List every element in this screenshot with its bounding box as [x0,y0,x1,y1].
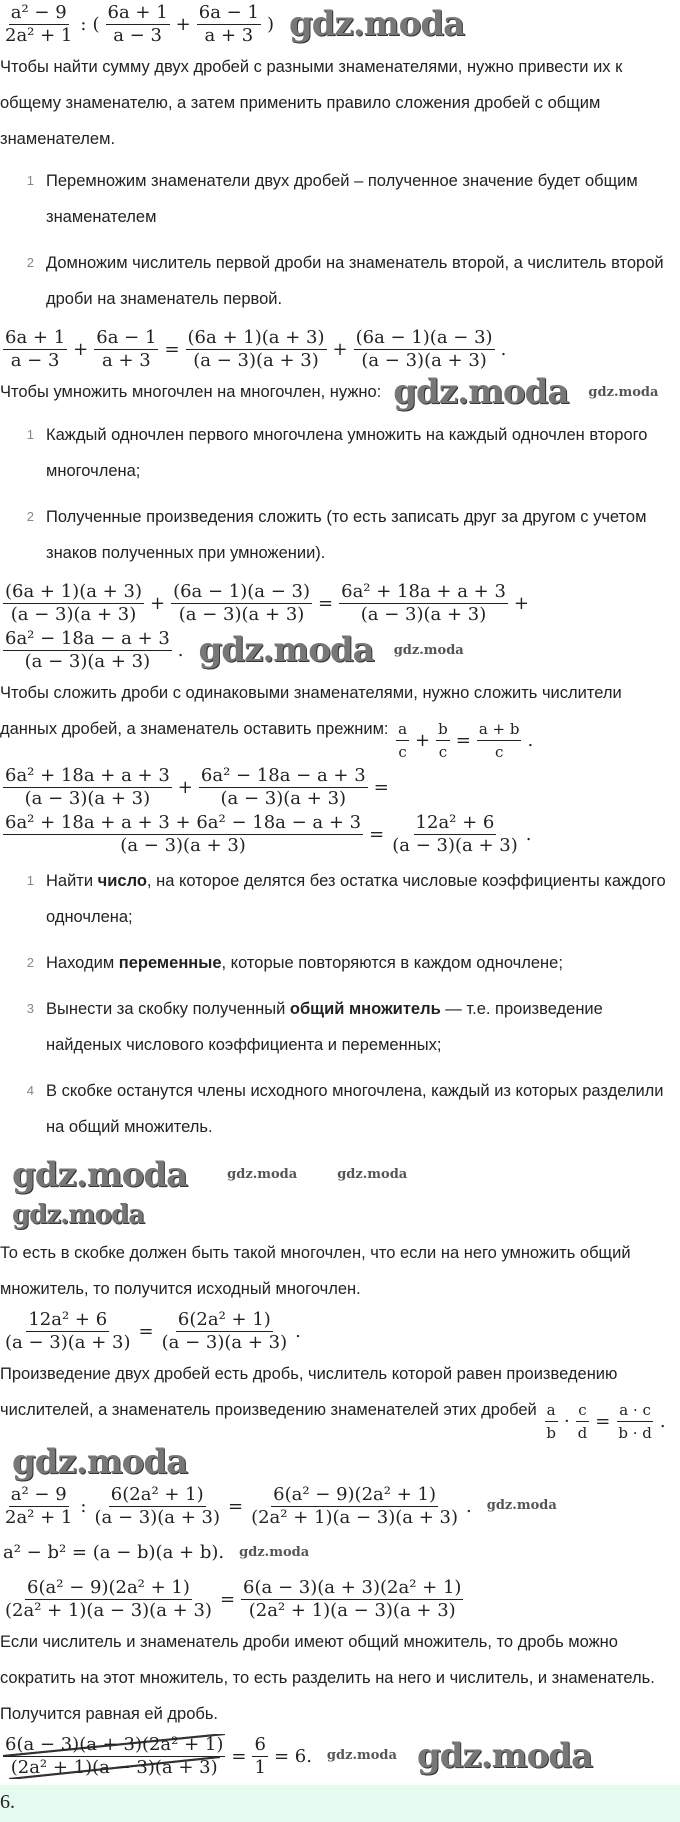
fraction [390,812,520,857]
watermark: gdz.moda [588,384,659,400]
bold-term: общий множитель [289,1000,441,1019]
math-symbol: + [513,593,530,615]
math-symbol: · [563,1410,570,1432]
fraction [249,1484,460,1529]
fraction [354,327,495,372]
list-number: 1 [26,427,34,443]
fraction-numerator: 6a + 1 [5,327,66,348]
watermark: gdz.moda [12,1154,188,1195]
list-item-text: Перемножим знаменатели двух дробей – полученное значение будет общим знаменателем [46,172,638,226]
fraction-denominator: (2a² + 1)(a − 3)(a + 3) [248,1599,456,1621]
fraction-numerator: 6a + 1 [107,2,168,23]
bold-term: переменные [118,954,222,973]
fraction-numerator: 6(a − 3)(a + 3)(2a² + 1) [5,1733,224,1755]
fraction-numerator: 6(a − 3)(a + 3)(2a² + 1) [243,1576,462,1598]
fraction-numerator: 12a² + 6 [28,1309,108,1331]
fraction-numerator: a [396,718,409,741]
math-expression [0,1484,680,1529]
list-number: 3 [26,1001,34,1017]
fraction-numerator: 6a² + 18a + a + 3 [341,581,506,603]
fraction-denominator: (a − 3)(a + 3) [360,604,487,626]
math-symbol: : [80,14,87,35]
list-item-text: Каждый одночлен первого многочлена умножить на каждый одночлен второго многочлена; [46,426,648,481]
math-symbol: . [177,640,184,662]
fraction [3,1309,133,1354]
fraction-numerator: 6a² + 18a + a + 3 [5,765,170,787]
fraction [171,581,312,626]
watermark: gdz.moda [227,1167,298,1183]
paragraph-text: Чтобы сложить дроби с одинаковыми знаменателями, нужно сложить числители данных дробей, а знаменатель оставить прежним: [0,684,622,739]
solution-content [0,2,680,1779]
inline-math [393,718,536,763]
list-item [0,417,680,489]
paragraph-text: Чтобы умножить многочлен на многочлен, нужно: [0,383,382,402]
fraction-denominator: (a − 3)(a + 3) [10,604,137,626]
list-number: 1 [26,173,34,188]
numbered-list [0,163,680,317]
list-item [0,1073,680,1145]
math-symbol: . [466,1495,472,1517]
fraction-denominator: (a − 3)(a + 3) [24,788,151,810]
bold-term: число [97,872,147,891]
fraction-denominator: c [398,743,407,762]
answer-box [0,1785,680,1822]
fraction-denominator: (2a² + 1)(a − 3)(a + 3) [5,1599,212,1621]
math-symbol: = [369,824,385,846]
math-symbol: = [595,1410,611,1432]
fraction-numerator: 6a − 1 [96,327,157,348]
fraction-numerator: 6a² − 18a − a + 3 [200,765,366,787]
fraction-numerator: 6a² + 18a + a + 3 + 6a² − 18a − a + 3 [5,812,362,834]
math-expression [0,2,680,47]
paragraph [0,1235,680,1307]
paragraph-text: Произведение двух дробей есть дробь, числитель которой равен произведению числителей, а знаменатель произведению знаменателей этих дробей [0,1365,618,1420]
watermark: gdz.moda [393,372,569,412]
math-symbol: : [80,1495,87,1517]
fraction [616,1399,654,1444]
fraction-denominator: (a − 3)(a + 3) [24,651,151,673]
math-expression [0,812,680,857]
math-symbol: + [149,593,166,615]
fraction [92,1484,222,1529]
watermark-row [0,1155,680,1195]
math-expression [0,1577,680,1622]
math-symbol: = [318,593,334,615]
math-symbol: = 6. [273,1745,312,1767]
fraction-numerator: 6a − 1 [198,2,259,23]
list-number: 1 [26,873,34,889]
math-symbol: . [500,339,507,360]
list-item-text: В скобке останутся члены исходного многочлена, каждый из которых разделили на общий множитель. [46,1082,664,1137]
math-symbol: . [295,1321,301,1343]
math-expression [0,327,680,372]
fraction-numerator: (6a + 1)(a + 3) [5,581,142,603]
list-item-text: Находим переменные, которые повторяются в каждом одночлене; [46,954,563,973]
fraction [396,718,409,763]
fraction [3,2,74,47]
fraction-denominator: d [577,1424,588,1443]
watermark: gdz.moda [12,1442,188,1483]
math-symbol: a² − b² = (a − b)(a + b). [3,1542,225,1564]
fraction [199,765,368,810]
fraction [186,327,327,372]
fraction-denominator: b · d [618,1424,652,1443]
fraction-numerator: c [576,1399,588,1422]
paragraph [0,374,680,411]
fraction-denominator: (2a² + 1)(a − 3)(a + 3) [251,1506,459,1528]
watermark: gdz.moda [239,1544,310,1560]
math-symbol: ) [266,14,274,35]
answer-value: 6. [0,1790,15,1813]
fraction-denominator: a + 3 [101,350,151,371]
fraction-numerator: 6a² − 18a − a + 3 [5,628,170,650]
fraction-numerator: (6a − 1)(a − 3) [173,581,311,603]
fraction [197,2,261,47]
paragraph [0,49,680,157]
math-symbol: . [659,1410,666,1432]
math-symbol: . [527,729,534,751]
list-item [0,863,680,935]
math-expression [0,628,680,673]
fraction-numerator: a² − 9 [10,1483,67,1505]
math-symbol: + [73,339,89,360]
list-number: 2 [26,955,34,971]
list-item-text: Вынести за скобку полученный общий множитель — т.е. произведение найденых числового коэффициента и переменных; [46,1000,603,1055]
fraction [3,1577,214,1622]
fraction-denominator: (a − 3)(a + 3) [120,835,246,857]
math-expression [0,581,680,626]
math-symbol: = [455,729,471,751]
fraction-denominator: b [546,1424,556,1443]
math-expression [0,765,680,810]
fraction-numerator: 12a² + 6 [415,812,495,834]
fraction [3,628,172,673]
fraction-denominator: 1 [254,1756,266,1778]
fraction [436,718,450,763]
fraction [3,812,363,857]
math-symbol: + [415,729,431,751]
fraction-numerator: 6(a² − 9)(2a² + 1) [273,1483,436,1505]
watermark: gdz.moda [288,3,465,44]
math-symbol: = [231,1745,247,1767]
watermark-row [0,1195,680,1235]
fraction-numerator: 6(a² − 9)(2a² + 1) [27,1576,190,1598]
fraction [3,1484,74,1529]
fraction-denominator: a − 3 [113,25,162,46]
list-item-text: Домножим числитель первой дроби на знаменатель второй, а числитель второй дроби на знаменатель первой. [46,254,664,308]
fraction-denominator: (2a² + 1)(a − 3)(a + 3) [10,1756,218,1778]
fraction [3,765,172,810]
fraction [3,1734,225,1779]
watermark: gdz.moda [416,1735,593,1776]
list-number: 2 [26,509,34,525]
fraction-denominator: (a − 3)(a + 3) [94,1506,220,1528]
paragraph-text: Если числитель и знаменатель дроби имеют общий множитель, то дробь можно сократить на этот множитель, то есть разделить на него и числитель, и знаменатель. Получится равная ей дробь. [0,1632,655,1723]
fraction [477,718,522,763]
fraction [241,1577,463,1622]
math-expression [0,1309,680,1354]
fraction-numerator: 6(2a² + 1) [110,1483,204,1505]
math-symbol: = [227,1495,244,1517]
fraction [3,327,67,372]
math-symbol: + [332,339,348,360]
solution-document [0,2,680,1822]
watermark: gdz.moda [326,1748,397,1764]
fraction-numerator: a² − 9 [10,2,67,23]
watermark: gdz.moda [393,642,464,658]
paragraph-text: То есть в скобке должен быть такой многочлен, что если на него умножить общий множитель, то получится исходный многочлен. [0,1244,631,1299]
fraction-numerator: a · c [617,1399,653,1422]
list-item-text: Полученные произведения сложить (то есть записать друг за другом с учетом знаков полученных при умножении). [46,508,647,563]
fraction [339,581,508,626]
math-symbol: ( [92,14,100,35]
fraction [252,1734,267,1779]
fraction-numerator: 6(2a² + 1) [177,1309,271,1331]
numbered-list [0,417,680,571]
list-item [0,991,680,1063]
fraction-denominator: 2a² + 1 [5,1506,73,1528]
fraction-denominator: (a − 3)(a + 3) [193,350,319,371]
math-symbol: = [164,339,180,360]
math-symbol: . [525,824,532,846]
fraction-denominator: (a − 3)(a + 3) [361,350,487,371]
paragraph [0,1356,680,1481]
inline-math [541,1399,668,1444]
fraction-numerator: a [545,1399,558,1422]
watermark: gdz.moda [486,1498,557,1514]
fraction-numerator: 6 [254,1733,266,1755]
list-item [0,163,680,235]
paragraph [0,675,680,763]
fraction-denominator: (a − 3)(a + 3) [220,788,347,810]
fraction-denominator: c [494,743,504,762]
fraction-numerator: b [436,718,450,741]
list-item [0,499,680,571]
list-item [0,945,680,981]
fraction [160,1309,290,1354]
math-symbol: = [138,1321,154,1343]
fraction-numerator: (6a − 1)(a − 3) [355,327,493,348]
fraction-denominator: (a − 3)(a + 3) [5,1332,131,1354]
list-number: 2 [26,255,34,270]
watermark: gdz.moda [198,630,374,671]
fraction [576,1399,590,1444]
numbered-list [0,863,680,1145]
fraction-denominator: 2a² + 1 [5,25,73,46]
watermark: gdz.moda [12,1200,145,1231]
list-item-text: Найти число, на которое делятся без остатка числовые коэффициенты каждого одночлена; [46,872,666,927]
fraction-denominator: (a − 3)(a + 3) [161,1332,288,1354]
fraction-denominator: a − 3 [10,350,60,371]
fraction [94,327,158,372]
math-expression [0,1734,680,1779]
watermark: gdz.moda [337,1167,408,1183]
fraction [3,581,144,626]
math-symbol: = [373,777,389,799]
fraction-denominator: (a − 3)(a + 3) [392,835,518,857]
fraction [106,2,170,47]
math-symbol: = [219,1588,236,1610]
fraction [544,1399,558,1444]
fraction-denominator: c [438,743,448,762]
fraction-denominator: (a − 3)(a + 3) [178,604,305,626]
fraction-numerator: a + b [477,718,522,741]
math-symbol: + [175,14,191,35]
fraction-numerator: (6a + 1)(a + 3) [187,327,325,348]
fraction-denominator: a + 3 [204,25,254,46]
paragraph-text: Чтобы найти сумму двух дробей с разными знаменателями, нужно привести их к общему знаменателю, а затем применить правило сложения дробей с общим знаменателем. [0,58,623,148]
list-item [0,245,680,317]
paragraph [0,1624,680,1732]
math-expression [0,1531,680,1575]
math-symbol: + [177,777,193,799]
list-number: 4 [26,1083,34,1099]
